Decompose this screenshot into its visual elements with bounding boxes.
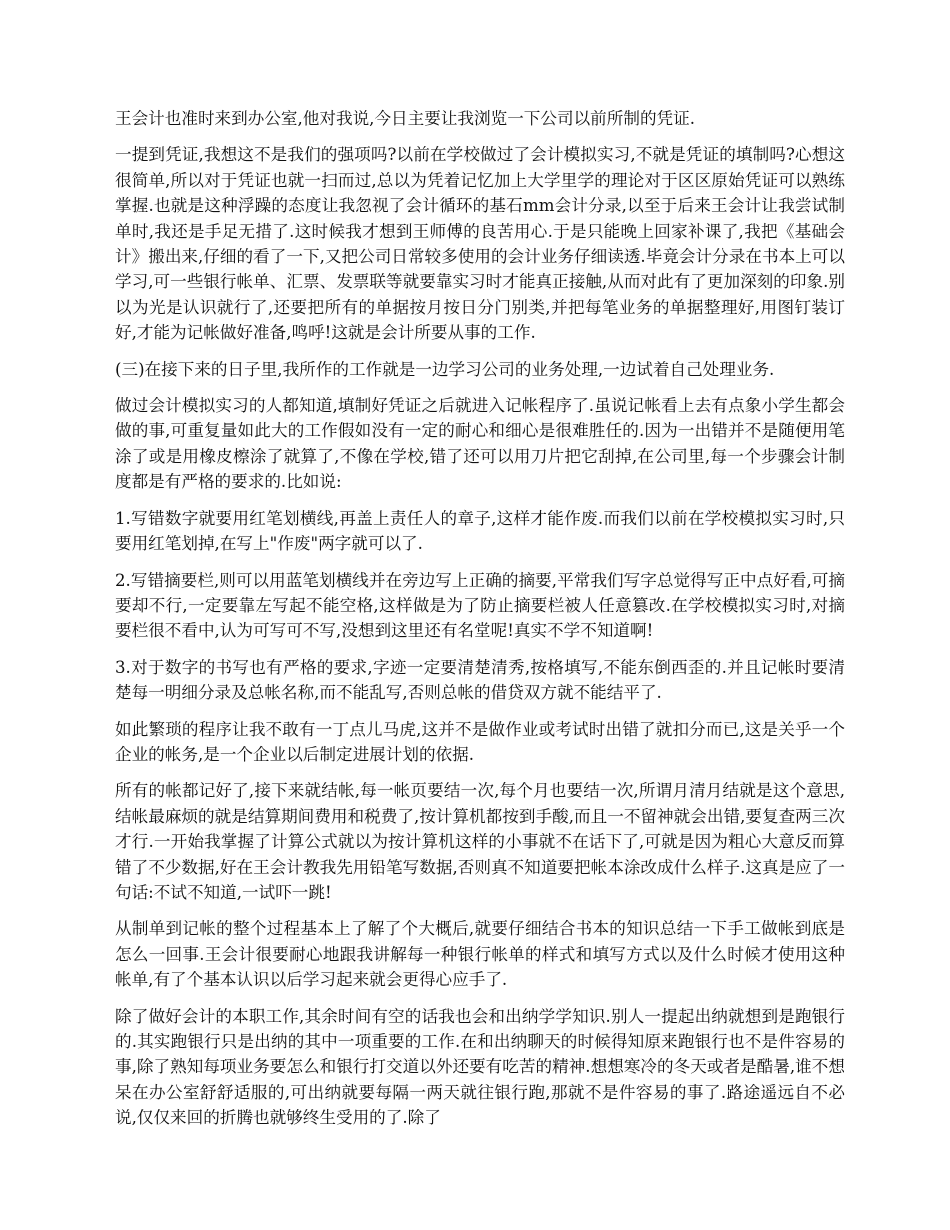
paragraph-11: 除了做好会计的本职工作,其余时间有空的话我也会和出纳学学知识.别人一提起出纳就想到是跑银行的.其实跑银行只是出纳的其中一项重要的工作.在和出纳聊天的时候得知原来跑银行也不是件容易的事,除了熟知每项业务要怎么和银行打交道以外还要有吃苦的精神.想想寒冷的冬天或者是酷暑,谁不想呆在办公室舒舒适服的,可出纳就要每隔一两天就往银行跑,那就不是件容易的事了.路途遥远自不必说,仅仅来回的折腾也就够终生受用的了.除了 <box>115 1006 845 1128</box>
paragraph-10: 从制单到记帐的整个过程基本上了解了个大概后,就要仔细结合书本的知识总结一下手工做帐到底是怎么一回事.王会计很要耐心地跟我讲解每一种银行帐单的样式和填写方式以及什么时候才使用这种帐单,有了个基本认识以后学习起来就会更得心应手了. <box>115 919 845 990</box>
paragraph-3: (三)在接下来的日子里,我所作的工作就是一边学习公司的业务处理,一边试着自己处理业务. <box>115 359 775 379</box>
paragraph-4: 做过会计模拟实习的人都知道,填制好凭证之后就进入记帐程序了.虽说记帐看上去有点象小学生都会做的事,可重复量如此大的工作假如没有一定的耐心和细心是很难胜任的.因为一出错并不是随便用笔涂了或是用橡皮檫涂了就算了,不像在学校,错了还可以用刀片把它刮掉,在公司里,每一个步骤会计制度都是有严格的要求的.比如说: <box>115 396 845 492</box>
paragraph-9: 所有的帐都记好了,接下来就结帐,每一帐页要结一次,每个月也要结一次,所谓月清月结就是这个意思,结帐最麻烦的就是结算期间费用和税费了,按计算机都按到手酸,而且一不留神就会出错,要复查两三次才行.一开始我掌握了计算公式就以为按计算机这样的小事就不在话下了,可就是因为粗心大意反而算错了不少数据,好在王会计教我先用铅笔写数据,否则真不知道要把帐本涂改成什么样子.这真是应了一句话:不试不知道,一试吓一跳! <box>115 781 845 902</box>
paragraph-8: 如此繁琐的程序让我不敢有一丁点儿马虎,这并不是做作业或考试时出错了就扣分而已,这是关乎一个企业的帐务,是一个企业以后制定进展计划的依据. <box>115 719 845 764</box>
document-body <box>115 106 845 1142</box>
paragraph-6: 2.写错摘要栏,则可以用蓝笔划横线并在旁边写上正确的摘要,平常我们写字总觉得写正中点好看,可摘要却不行,一定要靠左写起不能空格,这样做是为了防止摘要栏被人任意篡改.在学校模拟实习时,对摘要栏很不看中,认为可写可不写,没想到这里还有名堂呢!真实不学不知道啊! <box>115 570 845 641</box>
paragraph-2: 一提到凭证,我想这不是我们的强项吗?以前在学校做过了会计模拟实习,不就是凭证的填制吗?心想这很简单,所以对于凭证也就一扫而过,总以为凭着记忆加上大学里学的理论对于区区原始凭证可以熟练掌握.也就是这种浮躁的态度让我忽视了会计循环的基石mm会计分录,以至于后来王会计让我尝试制单时,我还是手足无措了.这时候我才想到王师傅的良苦用心.于是只能晚上回家补课了,我把《基础会计》搬出来,仔细的看了一下,又把公司日常较多使用的会计业务仔细读透.毕竟会计分录在书本上可以学习,可一些银行帐单、汇票、发票联等就要靠实习时才能真正接触,从而对此有了更加深刻的印象.别以为光是认识就行了,还要把所有的单据按月按日分门别类,并把每笔业务的单据整理好,用图钉装订好,才能为记帐做好准备,鸣呼!这就是会计所要从事的工作. <box>115 145 845 343</box>
paragraph-1: 王会计也准时来到办公室,他对我说,今日主要让我浏览一下公司以前所制的凭证. <box>115 109 696 128</box>
paragraph-5: 1.写错数字就要用红笔划横线,再盖上责任人的章子,这样才能作废.而我们以前在学校模拟实习时,只要用红笔划掉,在写上"作废"两字就可以了. <box>115 508 845 554</box>
paragraph-7: 3.对于数字的书写也有严格的要求,字迹一定要清楚清秀,按格填写,不能东倒西歪的.并且记帐时要清楚每一明细分录及总帐名称,而不能乱写,否则总帐的借贷双方就不能结平了. <box>115 657 845 703</box>
